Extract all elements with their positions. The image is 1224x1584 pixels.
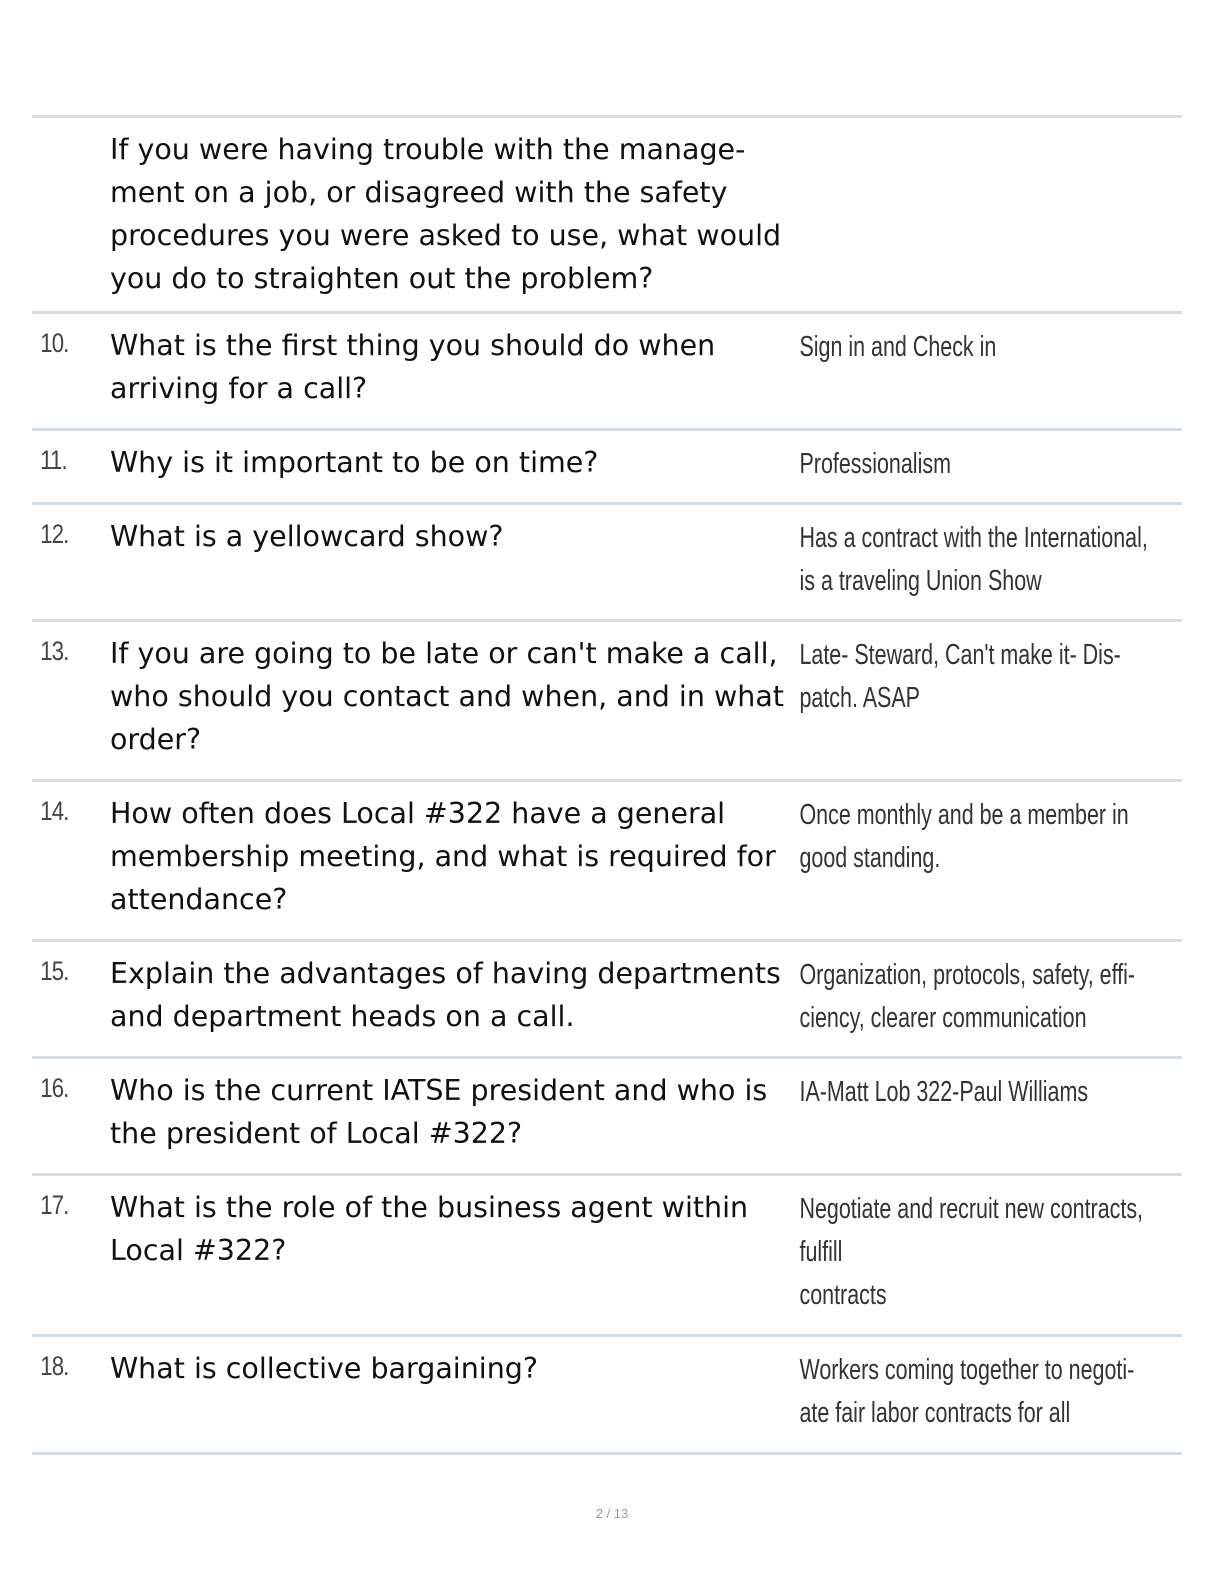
table-row bbox=[32, 431, 1182, 505]
question-number: 18. bbox=[40, 1351, 69, 1381]
table-row bbox=[32, 942, 1182, 1059]
page-number: 2 / 13 bbox=[595, 1506, 629, 1521]
answer-text bbox=[798, 118, 1183, 144]
question-number: 11. bbox=[40, 445, 67, 475]
question-number: 17. bbox=[40, 1190, 69, 1220]
question-number: 15. bbox=[40, 956, 69, 986]
answer-text: Once monthly and be a member in good standing. bbox=[799, 799, 1129, 874]
question-number: 14. bbox=[40, 796, 69, 826]
answer-cell bbox=[798, 431, 1182, 502]
qa-table bbox=[32, 115, 1182, 1455]
answer-text: Sign in and Check in bbox=[799, 331, 997, 363]
answer-cell bbox=[798, 505, 1182, 619]
answer-cell bbox=[798, 1337, 1182, 1452]
answer-text: Professionalism bbox=[799, 448, 951, 480]
question-text: If you were having trouble with the manage- ment on a job, or disagreed with the safety procedures you were asked to use, what would you do to straighten out the problem? bbox=[110, 133, 782, 295]
answer-cell bbox=[798, 1059, 1182, 1173]
table-row bbox=[32, 1337, 1182, 1455]
answer-cell bbox=[798, 314, 1182, 428]
answer-text: Late- Steward, Can't make it- Dis- patch. ASAP bbox=[799, 639, 1121, 714]
question-text: What is collective bargaining? bbox=[110, 1352, 538, 1385]
answer-text: Organization, protocols, safety, effi- ciency, clearer communication bbox=[799, 959, 1136, 1034]
table-row bbox=[32, 505, 1182, 622]
question-text: How often does Local #322 have a general membership meeting, and what is required for attendance? bbox=[110, 797, 776, 916]
table-row bbox=[32, 314, 1182, 431]
question-text: Explain the advantages of having departments and department heads on a call. bbox=[110, 957, 781, 1033]
answer-cell bbox=[798, 622, 1182, 779]
question-number: 12. bbox=[40, 519, 69, 549]
question-text: Why is it important to be on time? bbox=[110, 446, 599, 479]
answer-text: Workers coming together to negoti- ate fair labor contracts for all bbox=[799, 1354, 1135, 1429]
question-number: 10. bbox=[40, 328, 69, 358]
answer-text: Has a contract with the International, is a traveling Union Show bbox=[799, 522, 1148, 597]
question-number: 13. bbox=[40, 636, 69, 666]
answer-text: Negotiate and recruit new contracts, fulfill contracts bbox=[799, 1193, 1144, 1311]
question-number bbox=[32, 118, 96, 311]
question-text: What is the first thing you should do when arriving for a call? bbox=[110, 329, 716, 405]
answer-cell bbox=[798, 942, 1182, 1056]
table-row bbox=[32, 1176, 1182, 1337]
question-number: 16. bbox=[40, 1073, 69, 1103]
question-text: Who is the current IATSE president and who is the president of Local #322? bbox=[110, 1074, 768, 1150]
question-text: If you are going to be late or can't make a call, who should you contact and when, and in what order? bbox=[110, 637, 784, 756]
table-row bbox=[32, 118, 1182, 314]
answer-text: IA-Matt Lob 322-Paul Williams bbox=[799, 1076, 1089, 1108]
answer-cell bbox=[798, 1176, 1182, 1334]
answer-cell bbox=[798, 782, 1182, 939]
answer-cell bbox=[798, 118, 1182, 311]
question-text: What is a yellowcard show? bbox=[110, 520, 504, 553]
table-row bbox=[32, 782, 1182, 942]
table-row bbox=[32, 622, 1182, 782]
table-row bbox=[32, 1059, 1182, 1176]
question-text: What is the role of the business agent within Local #322? bbox=[110, 1191, 749, 1267]
